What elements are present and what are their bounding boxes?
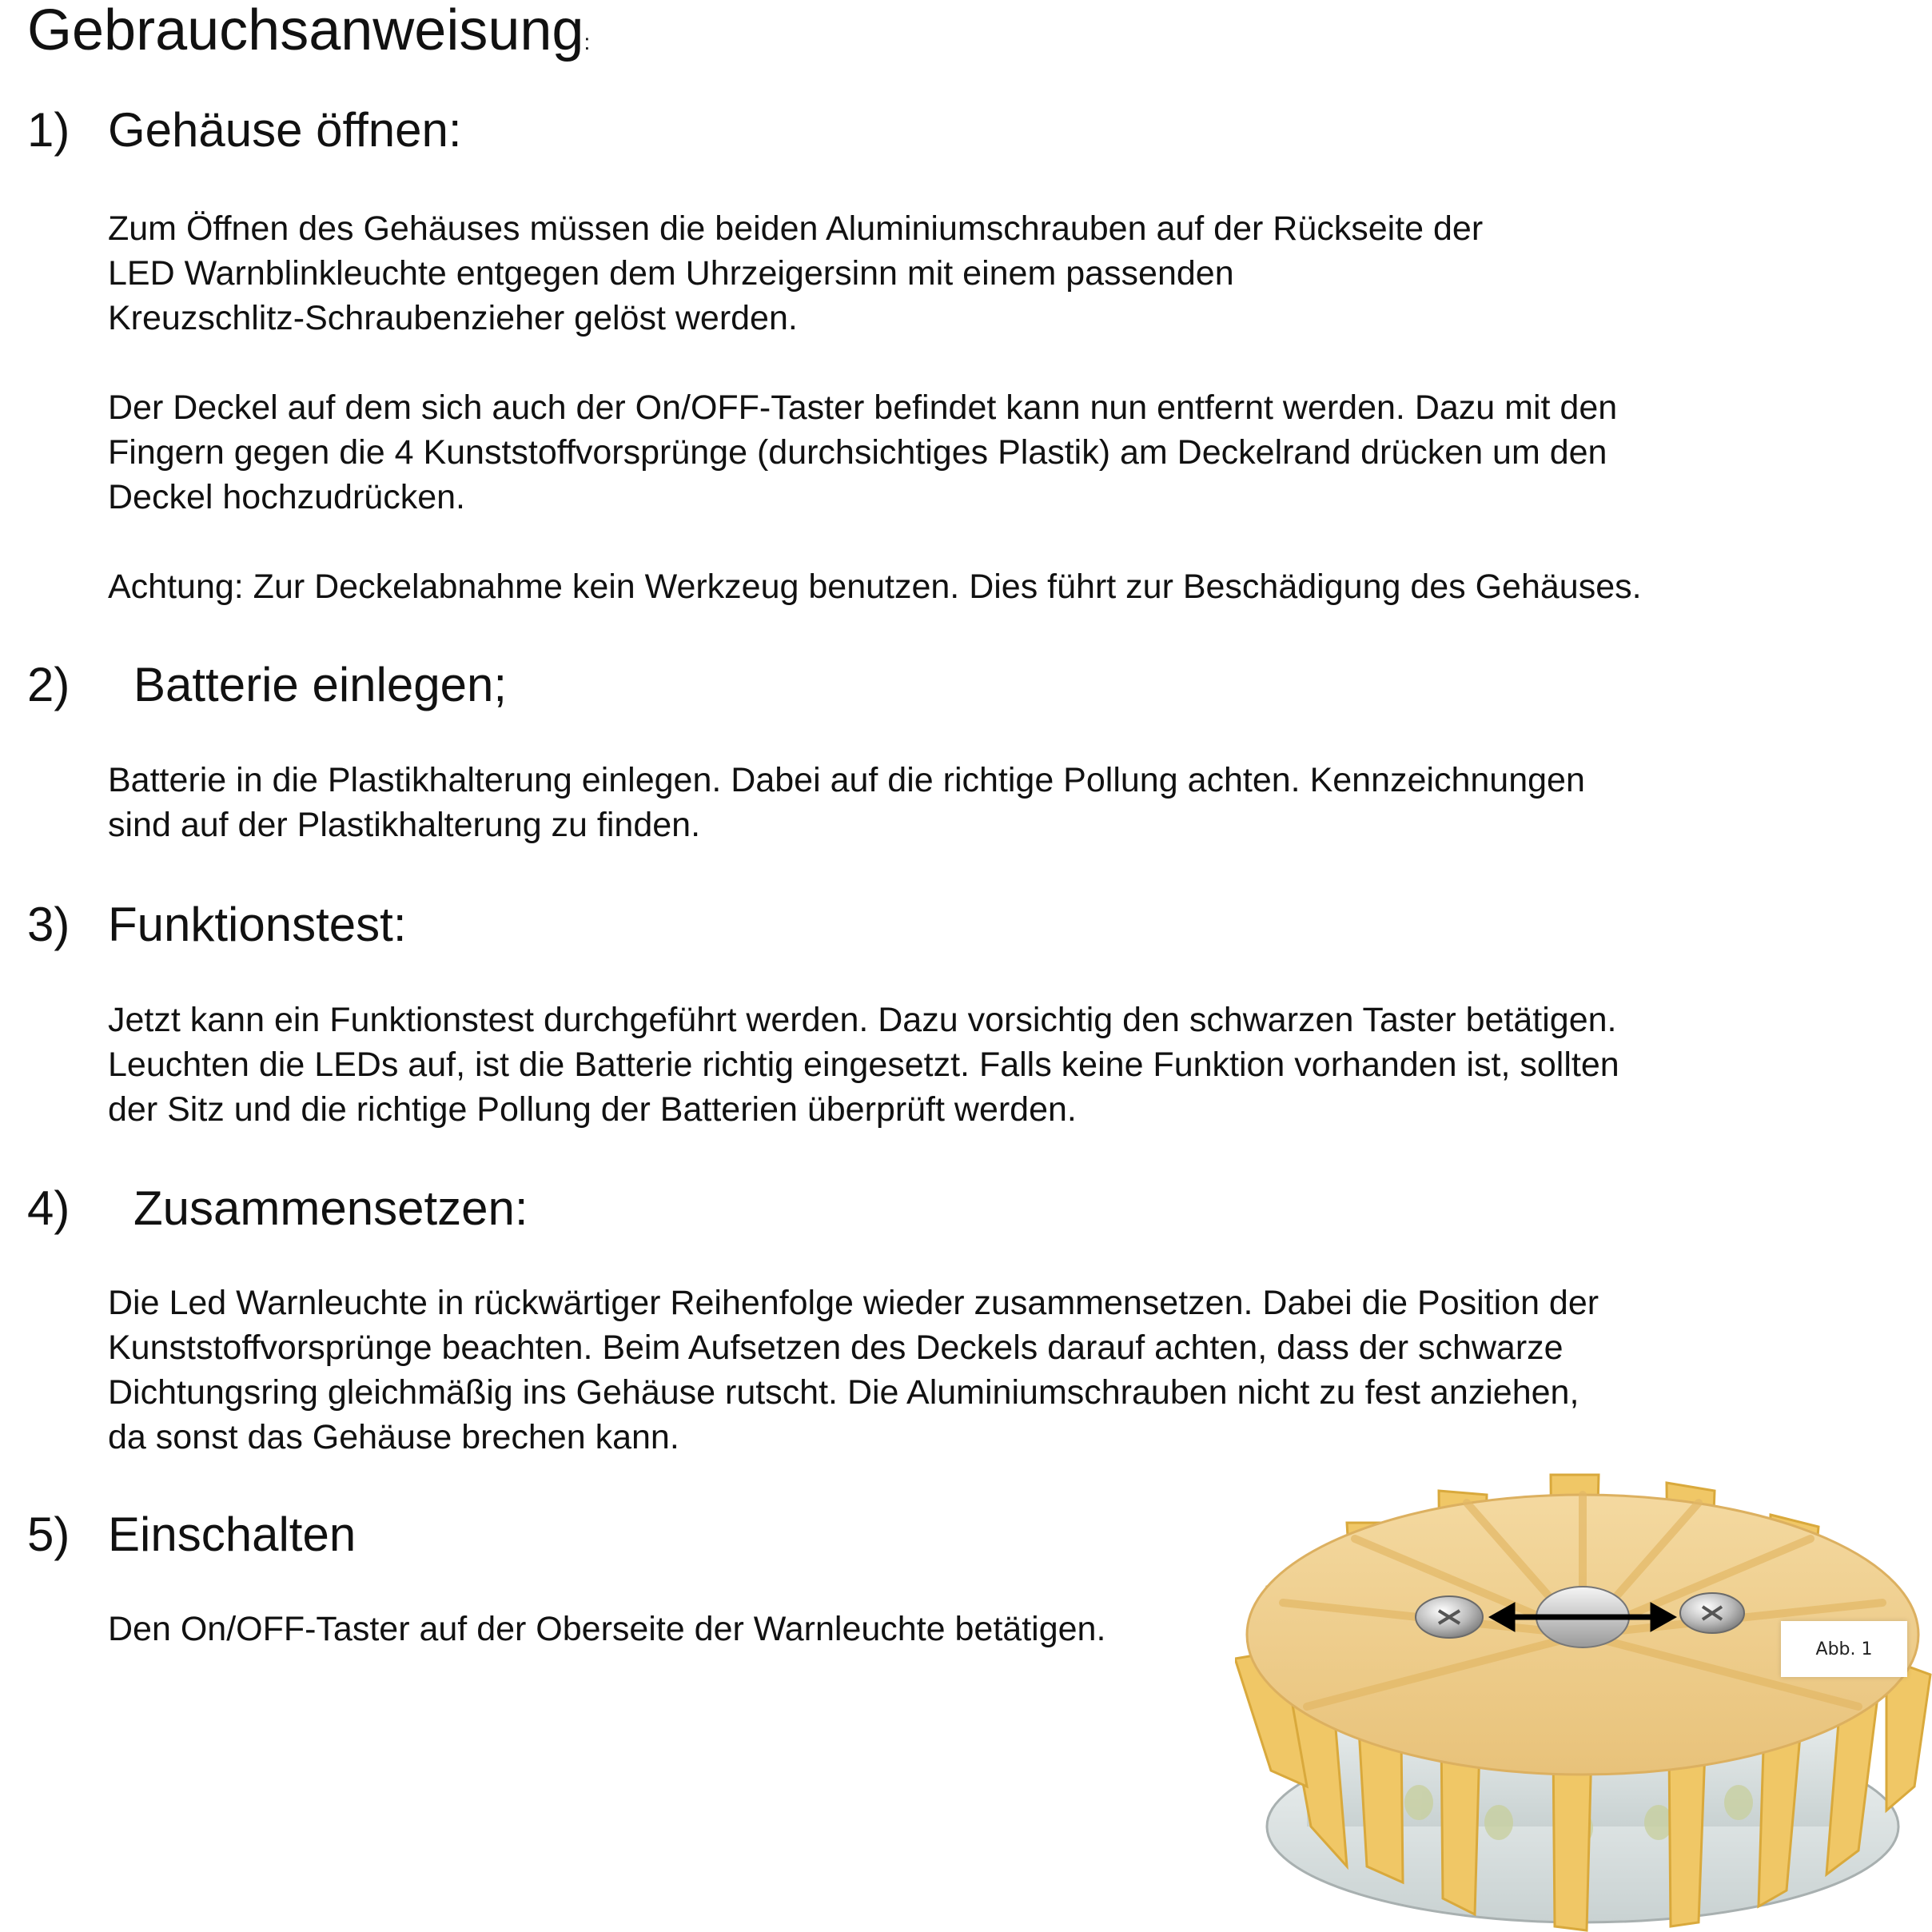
text-line: Deckel hochzudrücken.	[108, 478, 465, 516]
text-line: Dichtungsring gleichmäßig ins Gehäuse rutscht. Die Aluminiumschrauben nicht zu fest anziehen,	[108, 1373, 1579, 1412]
section-title: Einschalten	[108, 1508, 357, 1561]
page-title	[27, 0, 590, 74]
paragraph	[108, 998, 1834, 1132]
section-number: 3)	[27, 898, 70, 951]
paragraph	[108, 385, 1834, 520]
section-number: 2)	[27, 658, 70, 711]
text-line: da sonst das Gehäuse brechen kann.	[108, 1418, 679, 1456]
text-line: Batterie in die Plastikhalterung einlegen. Dabei auf die richtige Pollung achten. Kennzeichnungen	[108, 761, 1585, 799]
text-line: Der Deckel auf dem sich auch der On/OFF-Taster befindet kann nun entfernt werden. Dazu mit den	[108, 388, 1618, 427]
section-heading-2	[27, 657, 507, 713]
paragraph	[108, 758, 1834, 847]
text-line: Die Led Warnleuchte in rückwärtiger Reihenfolge wieder zusammensetzen. Dabei die Position der	[108, 1284, 1599, 1322]
page-title-text: Gebrauchsanweisung	[27, 0, 584, 62]
text-line: LED Warnblinkleuchte entgegen dem Uhrzeigersinn mit einem passenden	[108, 254, 1234, 293]
page-title-suffix: :	[584, 30, 591, 54]
section-number: 1)	[27, 103, 70, 157]
section-number: 4)	[27, 1181, 70, 1235]
paragraph-warning	[108, 564, 1834, 609]
section-heading-4	[27, 1181, 528, 1237]
section-heading-3	[27, 897, 407, 953]
section-heading-5	[27, 1507, 356, 1563]
text-line: Kreuzschlitz-Schraubenzieher gelöst werden.	[108, 299, 798, 337]
text-line: der Sitz und die richtige Pollung der Batterien überprüft werden.	[108, 1090, 1077, 1129]
text-line: Fingern gegen die 4 Kunststoffvorsprünge (durchsichtiges Plastik) am Deckelrand drücken um den	[108, 433, 1607, 472]
paragraph	[108, 1281, 1834, 1460]
section-title: Funktionstest:	[108, 898, 407, 951]
section-title: Zusammensetzen:	[133, 1181, 528, 1235]
figure-label: Abb. 1	[1781, 1621, 1907, 1677]
section-title: Gehäuse öffnen:	[108, 103, 462, 157]
text-line: sind auf der Plastikhalterung zu finden.	[108, 806, 701, 844]
section-number: 5)	[27, 1508, 70, 1561]
text-line: Achtung: Zur Deckelabnahme kein Werkzeug benutzen. Dies führt zur Beschädigung des Gehäuses.	[108, 568, 1642, 606]
text-line: Zum Öffnen des Gehäuses müssen die beiden Aluminiumschrauben auf der Rückseite der	[108, 209, 1484, 248]
paragraph	[108, 206, 1834, 341]
section-heading-1	[27, 102, 462, 158]
text-line: Jetzt kann ein Funktionstest durchgeführt werden. Dazu vorsichtig den schwarzen Taster betätigen.	[108, 1001, 1617, 1039]
text-line: Leuchten die LEDs auf, ist die Batterie richtig eingesetzt. Falls keine Funktion vorhanden ist, sollten	[108, 1046, 1619, 1084]
warning-light-image	[1235, 1451, 1932, 1932]
section-title: Batterie einlegen;	[133, 658, 507, 711]
text-line: Den On/OFF-Taster auf der Oberseite der Warnleuchte betätigen.	[108, 1610, 1106, 1648]
text-line: Kunststoffvorsprünge beachten. Beim Aufsetzen des Deckels darauf achten, dass der schwarze	[108, 1328, 1564, 1367]
paragraph	[108, 1607, 1227, 1651]
